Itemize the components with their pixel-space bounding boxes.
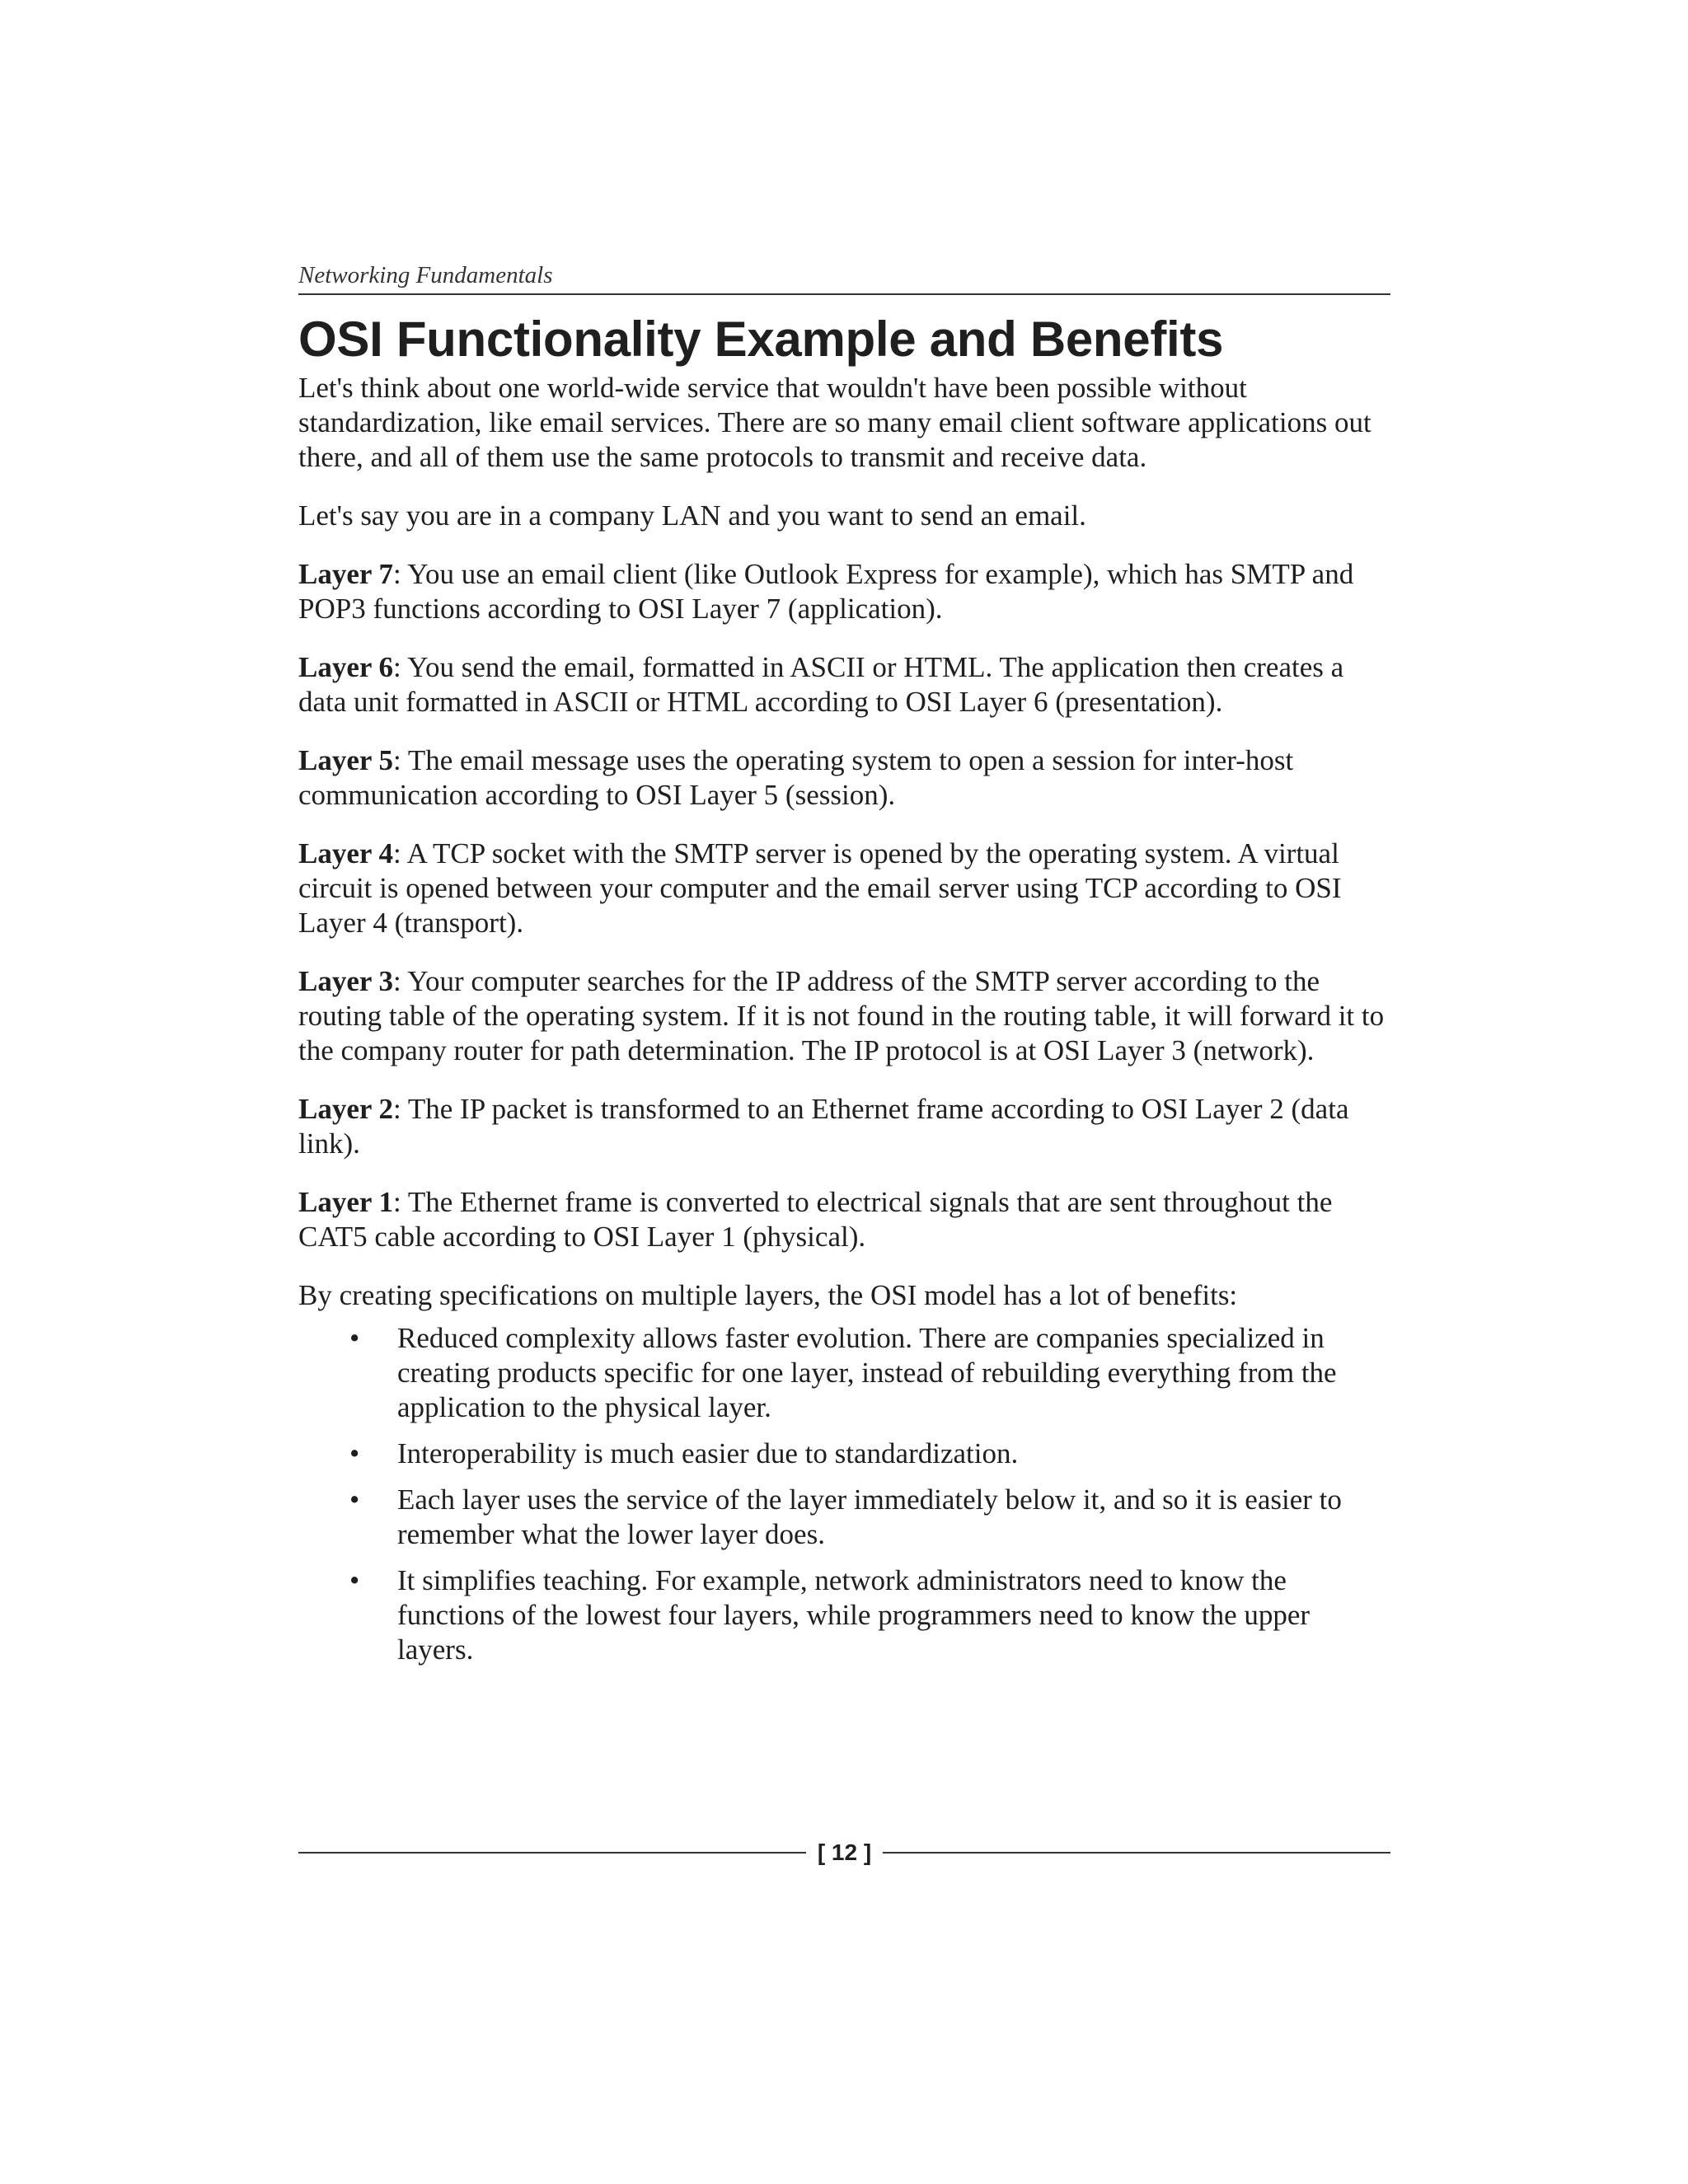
section-title: OSI Functionality Example and Benefits — [298, 312, 1224, 367]
footer-rule-left — [298, 1852, 806, 1854]
layer-description: : The Ethernet frame is converted to electrical signals that are sent throughout the CAT5 cable according to OSI Layer 1 (physical). — [298, 1186, 1333, 1253]
page-number: [ 12 ] — [817, 1840, 872, 1865]
list-item-text: Reduced complexity allows faster evolution. There are companies specialized in creating products specific for one layer, instead of rebuilding everything from the application to the physical layer. — [397, 1322, 1337, 1423]
page-footer — [298, 1836, 1390, 1869]
list-item-text: It simplifies teaching. For example, network administrators need to know the functions of the lowest four layers, while programmers need to know the upper layers. — [397, 1564, 1311, 1666]
layer-description: : You send the email, formatted in ASCII or HTML. The application then creates a data unit formatted in ASCII or HTML according to OSI Layer 6 (presentation). — [298, 651, 1344, 718]
footer-rule-right — [883, 1852, 1390, 1854]
list-item — [298, 1483, 1390, 1552]
layer-label: Layer 2 — [298, 1093, 394, 1125]
list-item — [298, 1321, 1390, 1425]
bullet-icon: • — [349, 1483, 360, 1516]
list-item-text: Each layer uses the service of the layer immediately below it, and so it is easier to remember what the lower layer does. — [397, 1483, 1342, 1550]
layer-description: : The email message uses the operating system to open a session for inter-host communication according to OSI Layer 5 (session). — [298, 744, 1294, 811]
intro-paragraph: Let's think about one world-wide service that wouldn't have been possible without standardization, like email services. There are so many email client software applications out there, and all of them use the same protocols to transmit and receive data. — [298, 372, 1372, 473]
scenario-paragraph: Let's say you are in a company LAN and you want to send an email. — [298, 499, 1086, 532]
page-content — [298, 260, 1390, 1679]
layer-description: : A TCP socket with the SMTP server is opened by the operating system. A virtual circuit is opened between your computer and the email server using TCP according to OSI Layer 4 (transport). — [298, 837, 1342, 939]
list-item-text: Interoperability is much easier due to standardization. — [397, 1437, 1019, 1469]
layer-1-paragraph — [298, 1185, 1390, 1254]
layer-3-paragraph — [298, 964, 1390, 1068]
layer-4-paragraph — [298, 837, 1390, 940]
bullet-icon: • — [349, 1322, 360, 1354]
benefits-list — [298, 1321, 1390, 1667]
bullet-icon: • — [349, 1437, 360, 1469]
layer-label: Layer 6 — [298, 651, 394, 683]
layer-7-paragraph — [298, 557, 1390, 626]
layer-5-paragraph — [298, 743, 1390, 813]
layer-label: Layer 3 — [298, 965, 394, 997]
bullet-icon: • — [349, 1564, 360, 1596]
layer-label: Layer 7 — [298, 558, 394, 590]
layer-description: : The IP packet is transformed to an Ethernet frame according to OSI Layer 2 (data link). — [298, 1093, 1349, 1160]
layer-2-paragraph — [298, 1092, 1390, 1161]
body-text — [298, 371, 1390, 1667]
running-header: Networking Fundamentals — [298, 260, 1390, 295]
list-item — [298, 1436, 1390, 1471]
layer-description: : You use an email client (like Outlook Express for example), which has SMTP and POP3 functions according to OSI Layer 7 (application). — [298, 558, 1354, 625]
layer-label: Layer 5 — [298, 744, 394, 776]
layer-label: Layer 1 — [298, 1186, 394, 1218]
layer-label: Layer 4 — [298, 837, 394, 869]
list-item — [298, 1563, 1390, 1667]
layer-6-paragraph — [298, 650, 1390, 719]
benefits-lead-paragraph: By creating specifications on multiple layers, the OSI model has a lot of benefits: — [298, 1279, 1238, 1311]
layer-description: : Your computer searches for the IP address of the SMTP server according to the routing table of the operating system. If it is not found in the routing table, it will forward it to the company router for path determination. The IP protocol is at OSI Layer 3 (network). — [298, 965, 1385, 1066]
